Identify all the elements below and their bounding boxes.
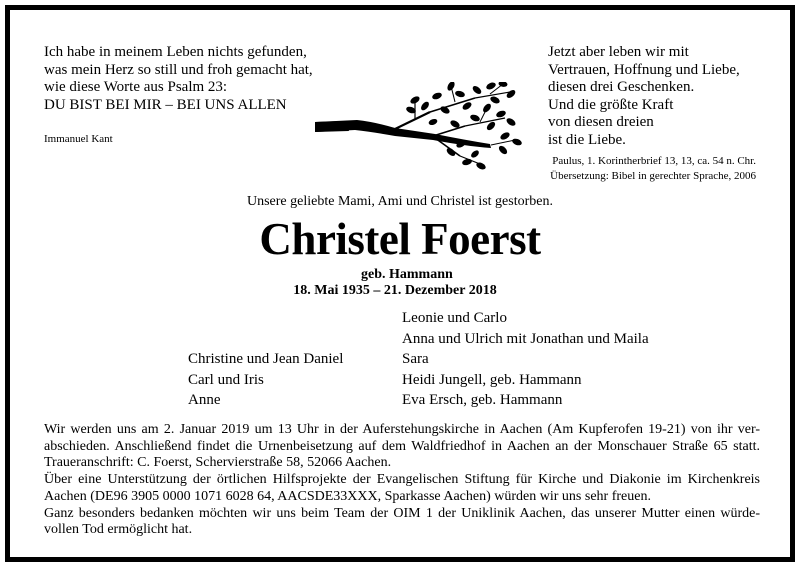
family-list-right [402, 308, 649, 411]
family-member: Carl und Iris [188, 371, 264, 388]
kant-attribution: Immanuel Kant [44, 133, 113, 145]
family-member: Christine und Jean Daniel [188, 351, 344, 367]
family-member: Anne [188, 392, 221, 408]
death-announcement: Unsere geliebte Mami, Ami und Christel ist gestorben. [246, 194, 553, 209]
attribution-line: Paulus, 1. Korintherbrief 13, 13, ca. 54 n. Chr. [552, 155, 756, 167]
maiden-name: geb. Hammann [361, 267, 453, 282]
quote-line: Ich habe in meinem Leben nichts gefunden, [44, 44, 307, 60]
life-dates: 18. Mai 1935 – 21. Dezember 2018 [293, 283, 497, 298]
details-line: vollen Tod ermöglicht hat. [44, 522, 193, 538]
quote-line: ist die Liebe. [548, 131, 626, 148]
details-line: Aachen (DE96 3905 0000 1071 6028 64, AACSDE33XXX, Sparkasse Aachen) würden wir uns sehr freuen. [44, 488, 651, 504]
quote-line: DU BIST BEI MIR – BEI UNS ALLEN [44, 96, 287, 113]
paulus-quote [548, 44, 740, 149]
details-line: Wir werden uns am 2. Januar 2019 um 13 Uhr in der Auferstehungskirche in Aachen (Am Kupferofen 19-21) von ihr ver- [44, 422, 760, 437]
family-member: Eva Ersch, geb. Hammann [402, 392, 563, 408]
quote-line: diesen drei Geschenken. [548, 79, 695, 95]
quote-line: Und die größte Kraft [548, 96, 674, 113]
family-member: Leonie und Carlo [402, 310, 507, 326]
quote-line: was mein Herz so still und froh gemacht hat, [44, 61, 313, 78]
quote-line: wie diese Worte aus Psalm 23: [44, 79, 228, 95]
kant-quote [44, 44, 313, 114]
funeral-details [44, 422, 760, 539]
attribution-line: Übersetzung: Bibel in gerechter Sprache, 2006 [550, 170, 756, 182]
obituary-notice [5, 5, 795, 562]
details-line: abschieden. Anschließend findet die Urnenbeisetzung auf dem Waldfriedhof in Aachen an der Monschauer Straße 65 statt. [44, 438, 760, 454]
quote-line: Vertrauen, Hoffnung und Liebe, [548, 61, 740, 78]
details-line: Über eine Unterstützung der örtlichen Hilfsprojekte der Evangelischen Stiftung für Kirche und Diakonie im Kirchenkreis [44, 472, 760, 488]
family-member: Anna und Ulrich mit Jonathan und Maila [402, 330, 649, 347]
details-line: Ganz besonders bedanken möchten wir uns beim Team der OIM 1 der Uniklinik Aachen, das unserer Mutter einen würde- [44, 505, 760, 521]
family-member: Heidi Jungell, geb. Hammann [402, 371, 582, 388]
quote-line: Jetzt aber leben wir mit [548, 44, 689, 60]
tree-branch-illustration [315, 82, 525, 172]
family-member: Sara [402, 351, 429, 367]
quote-line: von diesen dreien [548, 114, 654, 130]
family-list-left [188, 349, 343, 411]
details-line: Traueranschrift: C. Foerst, Schervierstraße 58, 52066 Aachen. [44, 455, 392, 471]
paulus-attribution [550, 154, 756, 184]
deceased-name: Christel Foerst [259, 214, 541, 264]
